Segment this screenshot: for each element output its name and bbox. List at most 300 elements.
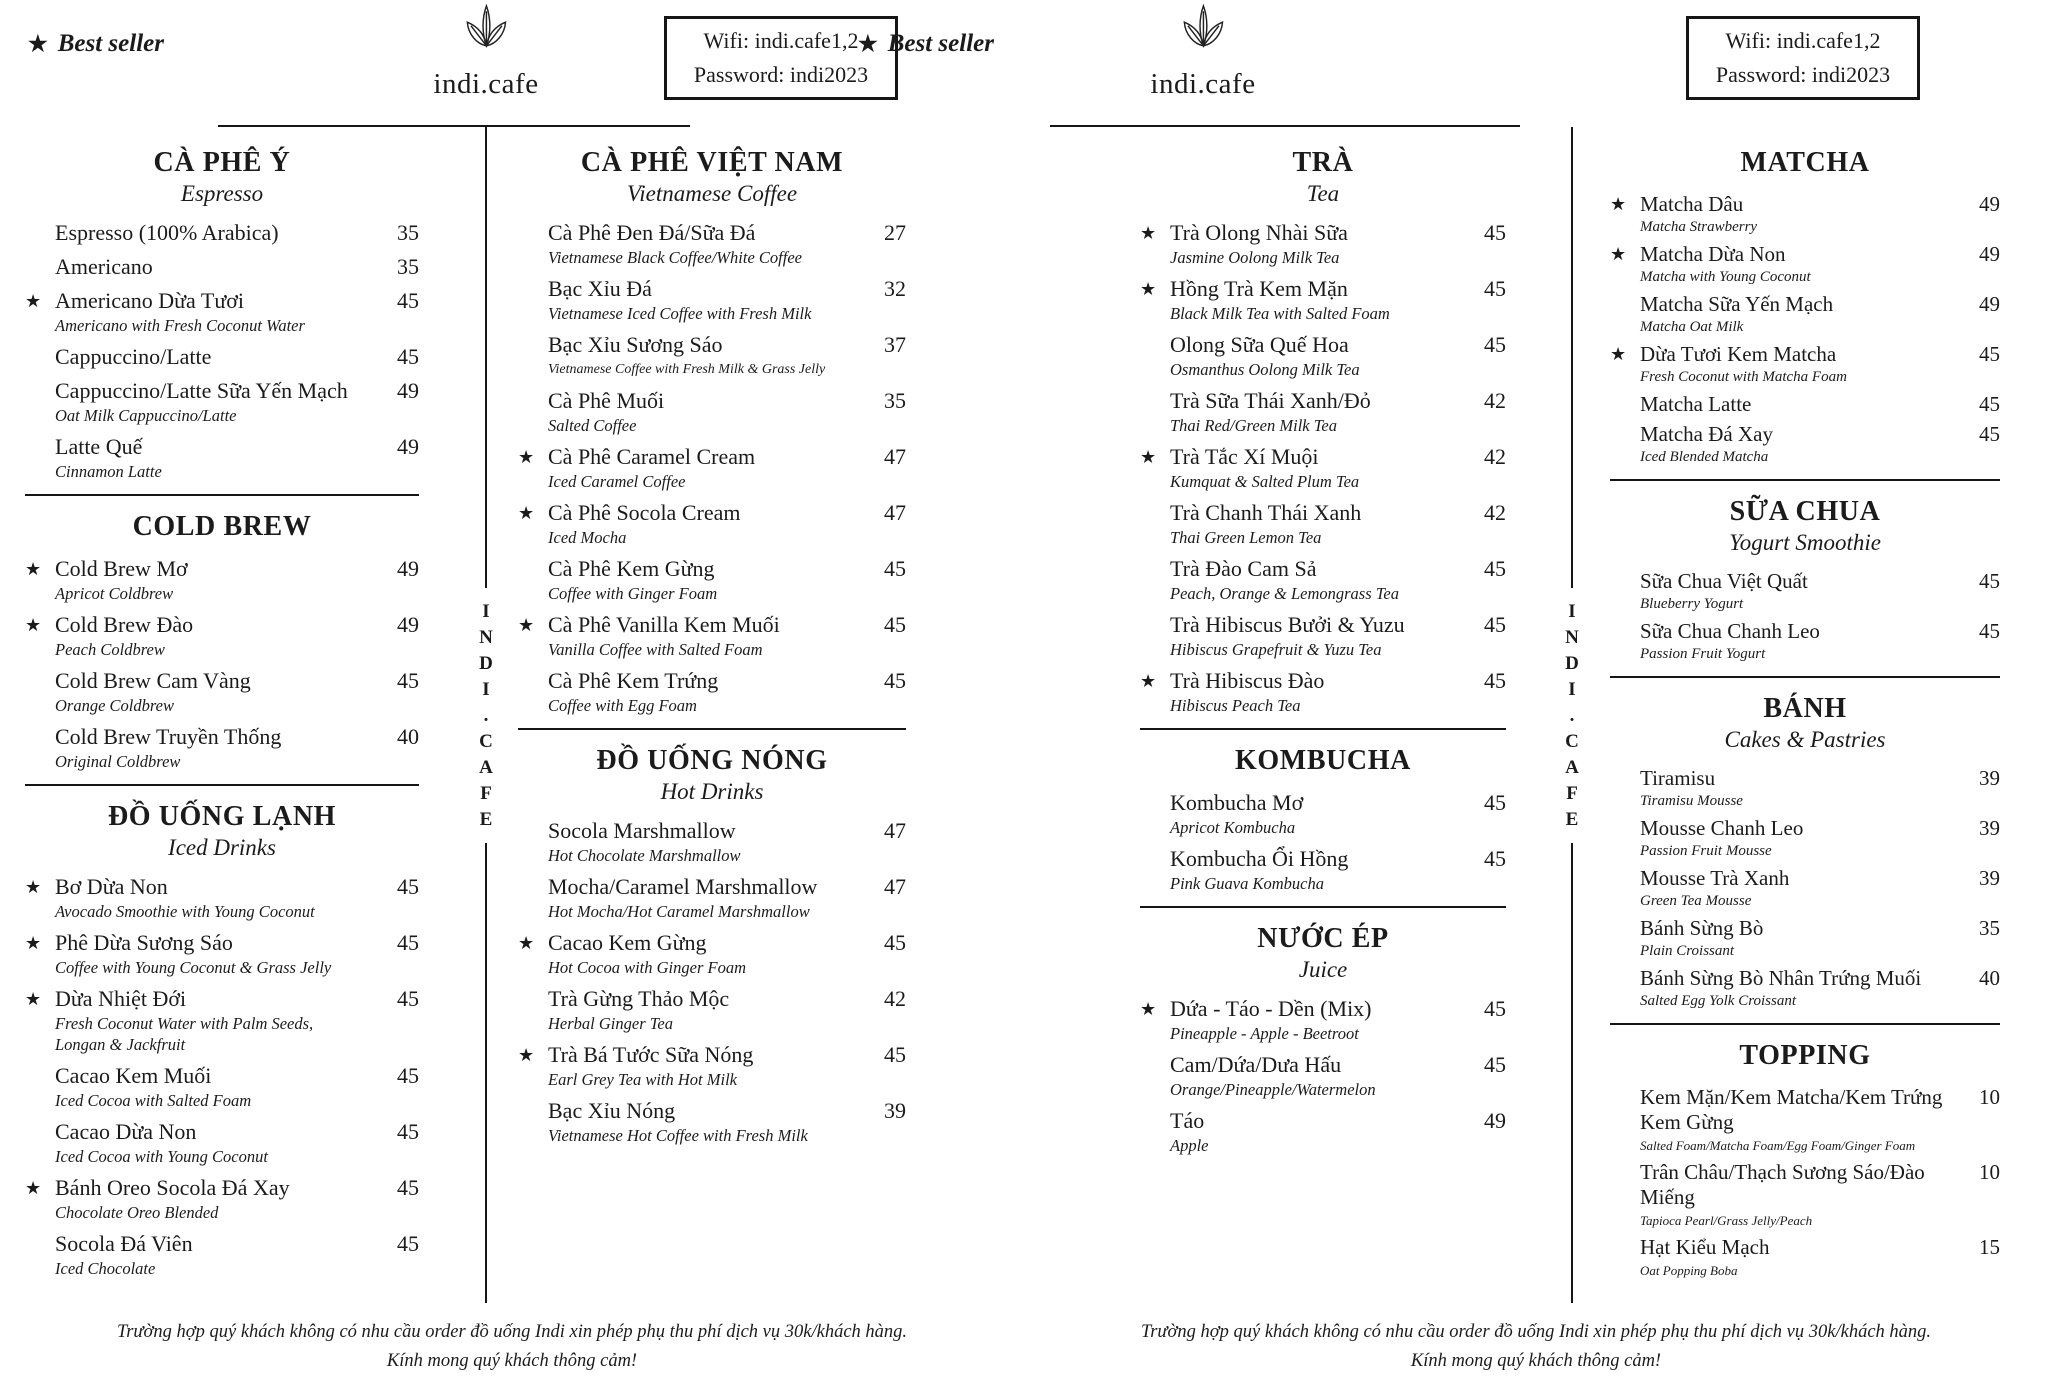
item-price: 35 (397, 254, 419, 279)
section-title: ĐỒ UỐNG LẠNH (107, 801, 337, 832)
item-name: Cam/Dứa/Dưa Hấu (1170, 1052, 1342, 1077)
menu-item (1610, 422, 2000, 467)
divider-letter: I (1568, 678, 1576, 700)
menu-item (25, 220, 419, 246)
item-body (1640, 1085, 1954, 1155)
item-name: Olong Sữa Quế Hoa (1170, 332, 1349, 357)
item-price: 42 (1484, 388, 1506, 413)
menu-item (518, 1042, 906, 1090)
menu-item (1140, 1052, 1506, 1100)
item-body (1170, 668, 1460, 716)
section-title: CÀ PHÊ Ý (153, 147, 291, 178)
item-price: 27 (884, 220, 906, 245)
item-body (55, 986, 373, 1055)
menu-item (1610, 292, 2000, 337)
item-name: Bánh Sừng Bò (1640, 916, 1764, 940)
item-description: Passion Fruit Mousse (1640, 843, 1772, 859)
item-price: 10 (1979, 1085, 2000, 1109)
menu-item (1610, 1085, 2000, 1155)
item-price: 32 (884, 276, 906, 301)
item-description: Matcha Strawberry (1640, 219, 1758, 235)
item-price: 45 (397, 1063, 419, 1088)
vertical-divider (1561, 127, 1583, 1303)
item-name: Cacao Kem Muối (55, 1063, 212, 1088)
item-name: Matcha Dâu (1640, 192, 1744, 216)
divider-letter: I (1568, 600, 1576, 622)
divider-letter: F (1566, 782, 1578, 804)
menu-item (1610, 1160, 2000, 1230)
item-body (1640, 422, 1954, 467)
item-body (548, 500, 860, 548)
menu-section (518, 146, 906, 716)
item-body (548, 668, 860, 716)
wifi-info-box (664, 16, 898, 100)
item-body (55, 434, 373, 482)
item-name: Kombucha Mơ (1170, 790, 1304, 815)
menu-item (1140, 388, 1506, 436)
item-body (1640, 966, 1954, 1011)
section-title: ĐỒ UỐNG NÓNG (596, 745, 828, 776)
item-price: 49 (1979, 192, 2000, 216)
item-body (548, 1042, 860, 1090)
item-name: Cold Brew Mơ (55, 556, 188, 581)
menu-item (518, 444, 906, 492)
item-description: Apple (1170, 1136, 1209, 1155)
item-body (55, 378, 373, 426)
section-header (1140, 922, 1506, 984)
menu-item (25, 1231, 419, 1279)
menu-section (1610, 1039, 2000, 1280)
brand-logo (433, 4, 538, 101)
menu-item (25, 556, 419, 604)
item-description: Hibiscus Grapefruit & Yuzu Tea (1170, 640, 1382, 659)
item-price: 49 (397, 556, 419, 581)
menu-item (25, 612, 419, 660)
divider-letter: C (1565, 730, 1579, 752)
item-name: Bánh Oreo Socola Đá Xay (55, 1175, 290, 1200)
item-name: Trà Hibiscus Bưởi & Yuzu (1170, 612, 1405, 637)
service-fee-note (1066, 1318, 2006, 1376)
item-description: Kumquat & Salted Plum Tea (1170, 472, 1360, 491)
section-header (1140, 146, 1506, 208)
item-body (548, 332, 860, 380)
item-price: 39 (1979, 816, 2000, 840)
item-description: Apricot Coldbrew (55, 584, 174, 603)
menu-item (1140, 612, 1506, 660)
item-name: Trà Sữa Thái Xanh/Đỏ (1170, 388, 1371, 413)
item-name: Trà Olong Nhài Sữa (1170, 220, 1348, 245)
section-title: BÁNH (1763, 693, 1847, 724)
menu-item (1140, 444, 1506, 492)
section-header (1610, 495, 2000, 557)
item-name: Trà Tắc Xí Muội (1170, 444, 1319, 469)
section-title: COLD BREW (132, 511, 312, 542)
brand-logo (1150, 4, 1255, 101)
item-body (548, 612, 860, 660)
item-description: Avocado Smoothie with Young Coconut (55, 902, 315, 921)
header-rule (1050, 125, 1520, 127)
item-price: 49 (397, 434, 419, 459)
item-name: Mocha/Caramel Marshmallow (548, 874, 818, 899)
item-body (1640, 192, 1954, 237)
wifi-password: Password: indi2023 (693, 62, 869, 87)
item-name: Cà Phê Đen Đá/Sữa Đá (548, 220, 756, 245)
item-description: Salted Foam/Matcha Foam/Egg Foam/Ginger Foam (1640, 1138, 1916, 1153)
item-name: Hạt Kiểu Mạch (1640, 1235, 1770, 1259)
menu-item (1140, 846, 1506, 894)
item-price: 45 (397, 344, 419, 369)
item-description: Thai Red/Green Milk Tea (1170, 416, 1337, 435)
item-body (1640, 766, 1954, 811)
menu-item (518, 818, 906, 866)
brand-name: indi.cafe (433, 68, 539, 100)
item-price: 45 (1979, 342, 2000, 366)
item-name: Hồng Trà Kem Mặn (1170, 276, 1348, 301)
item-name: Dừa Nhiệt Đới (55, 986, 187, 1011)
item-body (548, 444, 860, 492)
section-divider (518, 728, 906, 730)
item-price: 37 (884, 332, 906, 357)
item-body (1170, 790, 1460, 838)
item-description: Peach, Orange & Lemongrass Tea (1170, 584, 1400, 603)
item-price: 45 (884, 612, 906, 637)
item-description: Pineapple - Apple - Beetroot (1170, 1024, 1359, 1043)
menu-column-tea-kombucha-juice (1140, 146, 1506, 1164)
section-divider (1610, 676, 2000, 678)
item-description: Iced Cocoa with Salted Foam (55, 1091, 252, 1110)
item-name: Matcha Dừa Non (1640, 242, 1786, 266)
menu-section (1140, 146, 1506, 716)
section-divider (25, 494, 419, 496)
item-body (548, 220, 860, 268)
menu-item (25, 724, 419, 772)
item-name: Trà Hibiscus Đào (1170, 668, 1325, 693)
item-name: Mousse Chanh Leo (1640, 816, 1804, 840)
item-body (1170, 388, 1460, 436)
menu-item (1140, 220, 1506, 268)
item-name: Trà Gừng Thảo Mộc (548, 986, 730, 1011)
best-seller-star-icon: ★ (25, 877, 42, 897)
item-name: Socola Đá Viên (55, 1231, 193, 1256)
item-name: Cacao Kem Gừng (548, 930, 707, 955)
menu-item (518, 332, 906, 380)
item-price: 49 (1979, 242, 2000, 266)
item-price: 45 (1484, 668, 1506, 693)
menu-item (25, 874, 419, 922)
menu-item (1140, 276, 1506, 324)
item-body (1170, 220, 1460, 268)
item-price: 35 (397, 220, 419, 245)
divider-line (1571, 843, 1573, 1304)
menu-item (1140, 668, 1506, 716)
item-description: Iced Caramel Coffee (548, 472, 686, 491)
menu-item (1610, 866, 2000, 911)
section-subtitle: Juice (1298, 957, 1348, 982)
item-body (548, 388, 860, 436)
item-name: Tiramisu (1640, 766, 1716, 790)
item-body (548, 930, 860, 978)
item-name: Kem Mặn/Kem Matcha/Kem Trứng Kem Gừng (1640, 1085, 1943, 1134)
item-price: 45 (397, 288, 419, 313)
item-description: Herbal Ginger Tea (548, 1014, 673, 1033)
item-description: Orange Coldbrew (55, 696, 175, 715)
item-name: Trà Bá Tước Sữa Nóng (548, 1042, 754, 1067)
best-seller-star-icon: ★ (1140, 999, 1157, 1019)
item-name: Phê Dừa Sương Sáo (55, 930, 233, 955)
section-divider (1140, 728, 1506, 730)
item-body (55, 930, 373, 978)
item-price: 10 (1979, 1160, 2000, 1184)
item-name: Bánh Sừng Bò Nhân Trứng Muối (1640, 966, 1922, 990)
item-description: Iced Cocoa with Young Coconut (55, 1147, 268, 1166)
section-subtitle: Hot Drinks (660, 779, 764, 804)
best-seller-legend (858, 30, 994, 58)
section-divider (1140, 906, 1506, 908)
item-body (1170, 846, 1460, 894)
divider-letter: F (480, 782, 492, 804)
item-price: 45 (1484, 996, 1506, 1021)
item-body (55, 254, 373, 280)
item-description: Matcha with Young Coconut (1640, 269, 1811, 285)
item-name: Dứa - Táo - Dền (Mix) (1170, 996, 1372, 1021)
item-description: Hibiscus Peach Tea (1170, 696, 1301, 715)
item-price: 45 (1484, 556, 1506, 581)
item-description: Americano with Fresh Coconut Water (55, 316, 305, 335)
menu-item (1610, 569, 2000, 614)
item-price: 45 (884, 668, 906, 693)
item-price: 45 (1979, 422, 2000, 446)
menu-item (1610, 392, 2000, 417)
menu-section (518, 744, 906, 1146)
item-body (1640, 392, 1954, 417)
item-price: 15 (1979, 1235, 2000, 1259)
best-seller-star-icon: ★ (1610, 344, 1627, 364)
menu-item (518, 500, 906, 548)
item-description: Tapioca Pearl/Grass Jelly/Peach (1640, 1213, 1813, 1228)
wifi-password: Password: indi2023 (1715, 62, 1891, 87)
menu-item (518, 612, 906, 660)
divider-letter: D (1565, 652, 1579, 674)
divider-brand-letters (1565, 588, 1579, 843)
divider-letter: N (479, 626, 493, 648)
divider-letter: D (479, 652, 493, 674)
best-seller-star-icon: ★ (1140, 671, 1157, 691)
best-seller-legend (28, 30, 164, 58)
item-description: Orange/Pineapple/Watermelon (1170, 1080, 1376, 1099)
menu-item (1610, 619, 2000, 664)
menu-item (1140, 1108, 1506, 1156)
item-description: Fresh Coconut Water with Palm Seeds, Longan & Jackfruit (55, 1014, 314, 1054)
leaf-logo-icon (1175, 4, 1231, 64)
divider-letter: E (1565, 808, 1579, 830)
item-price: 45 (1484, 220, 1506, 245)
divider-letter: A (1565, 756, 1579, 778)
best-seller-label: Best seller (887, 30, 994, 57)
item-description: Apricot Kombucha (1170, 818, 1296, 837)
item-name: Americano (55, 254, 153, 279)
menu-item (25, 668, 419, 716)
menu-item (518, 930, 906, 978)
best-seller-star-icon: ★ (518, 503, 535, 523)
menu-column-matcha-yogurt-cakes-topping (1610, 146, 2000, 1285)
item-description: Vanilla Coffee with Salted Foam (548, 640, 763, 659)
menu-item (1610, 342, 2000, 387)
item-price: 42 (1484, 444, 1506, 469)
menu-item (1610, 916, 2000, 961)
star-icon: ★ (28, 31, 48, 56)
menu-section (1610, 692, 2000, 1011)
item-body (55, 668, 373, 716)
item-price: 39 (1979, 866, 2000, 890)
menu-item (25, 378, 419, 426)
divider-letter: C (479, 730, 493, 752)
item-description: Vietnamese Coffee with Fresh Milk & Grass Jelly (548, 362, 826, 377)
item-body (1640, 342, 1954, 387)
item-description: Iced Chocolate (55, 1259, 156, 1278)
menu-item (1610, 1235, 2000, 1280)
section-header (1610, 692, 2000, 754)
item-description: Coffee with Young Coconut & Grass Jelly (55, 958, 332, 977)
item-body (1170, 612, 1460, 660)
item-body (55, 220, 373, 246)
section-subtitle: Vietnamese Coffee (626, 181, 798, 206)
menu-item (1140, 332, 1506, 380)
item-name: Cà Phê Socola Cream (548, 500, 741, 525)
item-body (1640, 866, 1954, 911)
item-name: Trà Đào Cam Sả (1170, 556, 1317, 581)
divider-line (1571, 127, 1573, 588)
item-price: 45 (884, 930, 906, 955)
menu-item (1140, 500, 1506, 548)
item-price: 42 (884, 986, 906, 1011)
best-seller-star-icon: ★ (25, 933, 42, 953)
item-body (548, 276, 860, 324)
item-body (1640, 816, 1954, 861)
menu-item (518, 986, 906, 1034)
service-fee-note (42, 1318, 982, 1376)
item-name: Bạc Xỉu Đá (548, 276, 652, 301)
menu-item (1610, 966, 2000, 1011)
item-description: Tiramisu Mousse (1640, 793, 1743, 809)
item-body (1170, 444, 1460, 492)
item-description: Hot Mocha/Hot Caramel Marshmallow (548, 902, 810, 921)
item-body (1640, 292, 1954, 337)
best-seller-star-icon: ★ (1140, 447, 1157, 467)
menu-item (1610, 242, 2000, 287)
item-body (1640, 1235, 1954, 1280)
item-description: Vietnamese Black Coffee/White Coffee (548, 248, 802, 267)
item-name: Latte Quế (55, 434, 143, 459)
divider-letter: E (479, 808, 493, 830)
item-body (55, 1119, 373, 1167)
item-name: Cappuccino/Latte Sữa Yến Mạch (55, 378, 348, 403)
item-name: Cold Brew Cam Vàng (55, 668, 251, 693)
menu-item (518, 556, 906, 604)
item-description: Plain Croissant (1640, 943, 1735, 959)
brand-name: indi.cafe (1150, 68, 1256, 100)
item-price: 39 (884, 1098, 906, 1123)
item-body (55, 874, 373, 922)
menu-item (518, 276, 906, 324)
wifi-ssid: Wifi: indi.cafe1,2 (1725, 28, 1881, 53)
item-name: Matcha Sữa Yến Mạch (1640, 292, 1834, 316)
item-name: Bạc Xỉu Nóng (548, 1098, 676, 1123)
item-name: Sữa Chua Chanh Leo (1640, 619, 1820, 643)
section-header (1610, 1039, 2000, 1073)
menu-section (1140, 922, 1506, 1156)
best-seller-star-icon: ★ (1140, 223, 1157, 243)
item-price: 42 (1484, 500, 1506, 525)
section-divider (1610, 479, 2000, 481)
item-price: 45 (397, 874, 419, 899)
section-header (25, 800, 419, 862)
item-description: Oat Milk Cappuccino/Latte (55, 406, 237, 425)
item-name: Cà Phê Caramel Cream (548, 444, 756, 469)
service-fee-note-line1: Trường hợp quý khách không có nhu cầu order đồ uống Indi xin phép phụ thu phí dịch vụ 30k/khách hàng. (116, 1322, 908, 1342)
best-seller-star-icon: ★ (25, 559, 42, 579)
item-price: 45 (397, 1231, 419, 1256)
item-description: Coffee with Egg Foam (548, 696, 697, 715)
item-price: 45 (1979, 619, 2000, 643)
divider-letter: . (1569, 704, 1575, 726)
item-body (55, 288, 373, 336)
item-body (1640, 1160, 1954, 1230)
item-name: Americano Dừa Tươi (55, 288, 245, 313)
best-seller-star-icon: ★ (25, 1178, 42, 1198)
item-name: Cold Brew Đào (55, 612, 194, 637)
divider-brand-letters (479, 588, 493, 843)
best-seller-star-icon: ★ (518, 615, 535, 635)
item-price: 47 (884, 818, 906, 843)
item-price: 49 (397, 378, 419, 403)
section-title: SỮA CHUA (1729, 496, 1881, 527)
menu-item (25, 1119, 419, 1167)
service-fee-note-line2: Kính mong quý khách thông cảm! (1410, 1351, 1662, 1371)
item-body (55, 1063, 373, 1111)
best-seller-star-icon: ★ (1610, 244, 1627, 264)
menu-item (518, 1098, 906, 1146)
section-title: KOMBUCHA (1235, 745, 1411, 776)
divider-letter: I (482, 678, 490, 700)
item-name: Kombucha Ổi Hồng (1170, 846, 1349, 871)
item-price: 49 (397, 612, 419, 637)
section-header (1610, 146, 2000, 180)
item-price: 47 (884, 500, 906, 525)
item-description: Earl Grey Tea with Hot Milk (548, 1070, 737, 1089)
item-price: 40 (1979, 966, 2000, 990)
item-price: 45 (884, 1042, 906, 1067)
item-description: Hot Chocolate Marshmallow (548, 846, 741, 865)
item-name: Cà Phê Kem Trứng (548, 668, 719, 693)
item-description: Iced Blended Matcha (1640, 449, 1769, 465)
item-body (548, 986, 860, 1034)
item-body (55, 556, 373, 604)
section-title: TOPPING (1739, 1040, 1871, 1071)
item-body (1640, 242, 1954, 287)
menu-item (518, 388, 906, 436)
menu-item (518, 220, 906, 268)
item-price: 45 (397, 986, 419, 1011)
item-body (55, 344, 373, 370)
item-name: Cà Phê Vanilla Kem Muối (548, 612, 780, 637)
section-title: MATCHA (1740, 147, 1870, 178)
menu-item (1610, 816, 2000, 861)
item-name: Táo (1170, 1108, 1205, 1133)
item-price: 45 (397, 1119, 419, 1144)
section-header (25, 146, 419, 208)
divider-letter: N (1565, 626, 1579, 648)
item-description: Coffee with Ginger Foam (548, 584, 718, 603)
